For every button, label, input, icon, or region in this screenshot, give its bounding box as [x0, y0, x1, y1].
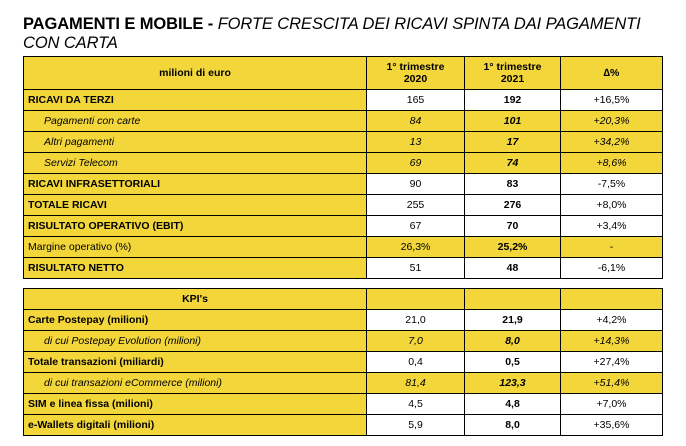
value-2020: 5,9 [367, 415, 465, 436]
header-2020: 1° trimestre 2020 [367, 57, 465, 90]
kpi-table [23, 288, 663, 436]
header-label: milioni di euro [24, 57, 367, 90]
table-row [24, 237, 663, 258]
table-row [24, 111, 663, 132]
row-label: RICAVI INFRASETTORIALI [24, 174, 367, 195]
value-2021: 8,0 [465, 331, 561, 352]
value-2021: 101 [465, 111, 561, 132]
value-2020: 7,0 [367, 331, 465, 352]
kpi-header-label: KPI's [24, 289, 367, 310]
value-delta: +34,2% [561, 132, 663, 153]
title-bold: PAGAMENTI E MOBILE - [23, 15, 218, 33]
value-delta: +8,0% [561, 195, 663, 216]
row-label: di cui Postepay Evolution (milioni) [24, 331, 367, 352]
value-delta: +3,4% [561, 216, 663, 237]
row-label: Margine operativo (%) [24, 237, 367, 258]
table-row [24, 132, 663, 153]
value-2020: 26,3% [367, 237, 465, 258]
value-delta: +51,4% [561, 373, 663, 394]
value-2020: 51 [367, 258, 465, 279]
value-2020: 81,4 [367, 373, 465, 394]
table-header-row [24, 289, 663, 310]
table-row [24, 258, 663, 279]
table-row [24, 415, 663, 436]
title-italic: FORTE CRESCITA DEI RICAVI SPINTA DAI PAGAMENTI CON CARTA [23, 15, 641, 52]
row-label: RICAVI DA TERZI [24, 90, 367, 111]
value-delta: +8,6% [561, 153, 663, 174]
value-2020: 255 [367, 195, 465, 216]
table-header-row [24, 57, 663, 90]
table-row [24, 373, 663, 394]
financial-table [23, 56, 663, 279]
value-delta: - [561, 237, 663, 258]
value-2021: 17 [465, 132, 561, 153]
row-label: RISULTATO NETTO [24, 258, 367, 279]
value-2021: 123,3 [465, 373, 561, 394]
table-row [24, 394, 663, 415]
page-title [23, 15, 673, 53]
value-2020: 84 [367, 111, 465, 132]
value-delta: +20,3% [561, 111, 663, 132]
header-delta: ∆% [561, 57, 663, 90]
value-delta: -6,1% [561, 258, 663, 279]
value-delta: +14,3% [561, 331, 663, 352]
table-row [24, 153, 663, 174]
value-2020: 165 [367, 90, 465, 111]
value-2021: 21,9 [465, 310, 561, 331]
row-label: Totale transazioni (miliardi) [24, 352, 367, 373]
value-2021: 25,2% [465, 237, 561, 258]
value-2021: 276 [465, 195, 561, 216]
table-row [24, 216, 663, 237]
value-2020: 21,0 [367, 310, 465, 331]
row-label: di cui transazioni eCommerce (milioni) [24, 373, 367, 394]
value-2020: 69 [367, 153, 465, 174]
value-delta: +7,0% [561, 394, 663, 415]
row-label: TOTALE RICAVI [24, 195, 367, 216]
table-row [24, 195, 663, 216]
value-2020: 0,4 [367, 352, 465, 373]
table-row [24, 90, 663, 111]
value-2021: 192 [465, 90, 561, 111]
row-label: Servizi Telecom [24, 153, 367, 174]
row-label: e-Wallets digitali (milioni) [24, 415, 367, 436]
value-2020: 4,5 [367, 394, 465, 415]
table-row [24, 331, 663, 352]
table-row [24, 174, 663, 195]
kpi-header-empty [561, 289, 663, 310]
table-row [24, 352, 663, 373]
value-2021: 83 [465, 174, 561, 195]
value-2021: 8,0 [465, 415, 561, 436]
value-2020: 13 [367, 132, 465, 153]
value-2020: 90 [367, 174, 465, 195]
value-delta: +4,2% [561, 310, 663, 331]
kpi-header-empty [367, 289, 465, 310]
value-2021: 74 [465, 153, 561, 174]
value-2020: 67 [367, 216, 465, 237]
value-2021: 48 [465, 258, 561, 279]
value-delta: -7,5% [561, 174, 663, 195]
value-2021: 0,5 [465, 352, 561, 373]
value-2021: 4,8 [465, 394, 561, 415]
row-label: Carte Postepay (milioni) [24, 310, 367, 331]
row-label: Pagamenti con carte [24, 111, 367, 132]
header-2021: 1° trimestre 2021 [465, 57, 561, 90]
row-label: Altri pagamenti [24, 132, 367, 153]
kpi-header-empty [465, 289, 561, 310]
value-delta: +35,6% [561, 415, 663, 436]
row-label: RISULTATO OPERATIVO (EBIT) [24, 216, 367, 237]
value-delta: +27,4% [561, 352, 663, 373]
value-2021: 70 [465, 216, 561, 237]
value-delta: +16,5% [561, 90, 663, 111]
table-row [24, 310, 663, 331]
row-label: SIM e linea fissa (milioni) [24, 394, 367, 415]
